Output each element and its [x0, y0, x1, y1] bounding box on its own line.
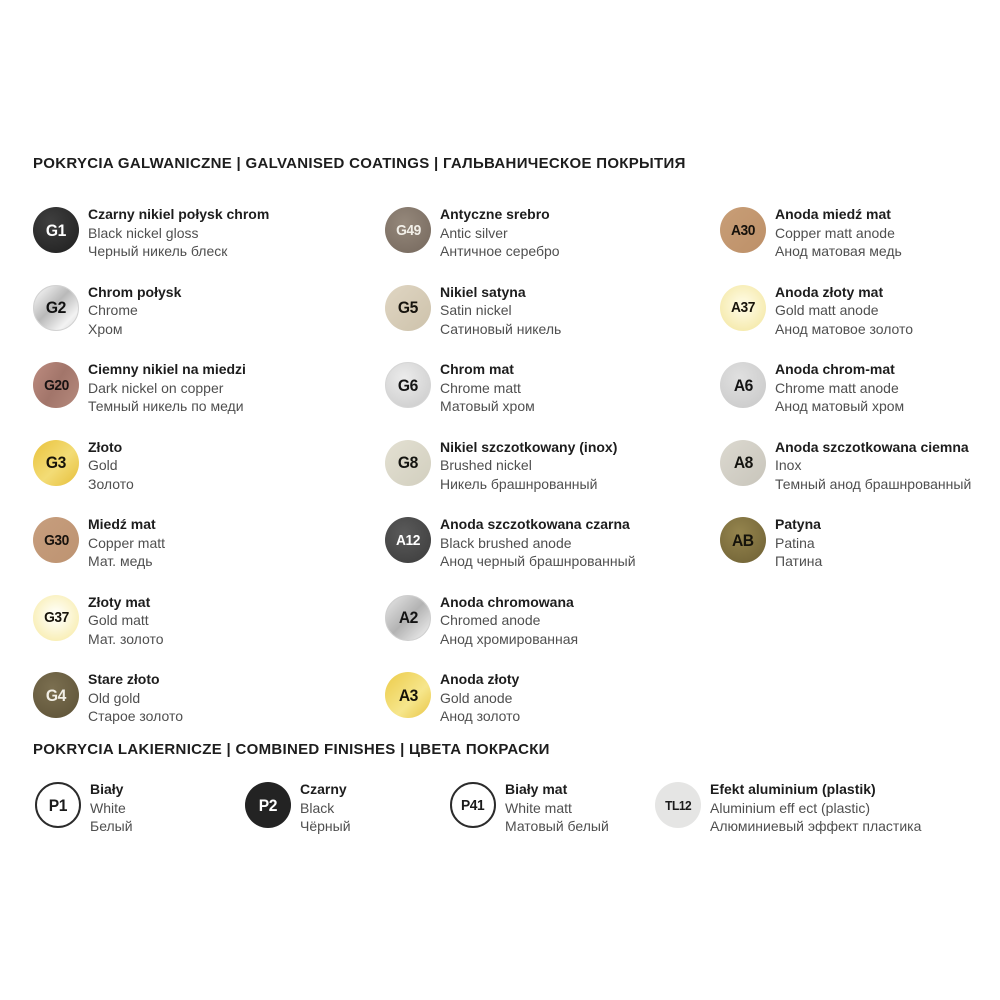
finish-name-pl: Anoda miedź mat — [775, 206, 891, 222]
finish-name-pl: Nikiel szczotkowany (inox) — [440, 438, 618, 455]
finish-item-g4 — [33, 670, 378, 724]
finish-labels — [88, 438, 378, 494]
finish-name-pl: Anoda chromowana — [440, 593, 574, 610]
finish-code-label: G30 — [43, 531, 69, 549]
finish-swatch-circle — [450, 782, 496, 828]
finish-labels — [88, 360, 378, 416]
finish-labels — [710, 780, 921, 836]
finish-name-pl: Efekt aluminium (plastik) — [710, 781, 876, 797]
finish-item-g1 — [33, 205, 378, 259]
finish-labels — [775, 515, 998, 571]
finish-labels — [440, 205, 715, 261]
finish-name-ru: Старое золото — [88, 708, 183, 724]
finish-labels — [775, 438, 998, 494]
finish-code-label: G20 — [43, 376, 69, 394]
finish-name-pl: Patyna — [775, 516, 821, 532]
finish-name-en: Dark nickel on copper — [88, 379, 224, 396]
finish-name-ru: Алюминиевый эффект пластика — [710, 818, 922, 834]
finish-item-p1 — [35, 780, 133, 834]
finish-item-g6 — [385, 360, 715, 414]
finish-item-a30 — [720, 205, 998, 259]
finish-item-g30 — [33, 515, 378, 569]
finish-swatch-circle — [33, 517, 79, 563]
finish-name-ru: Никель брашнрованный — [440, 475, 598, 492]
finish-swatch-circle — [33, 440, 79, 486]
finish-name-en: Antic silver — [440, 224, 508, 241]
finish-code-label: P41 — [461, 796, 485, 814]
finish-code-label: TL12 — [664, 797, 692, 813]
finish-item-g8 — [385, 438, 715, 492]
finish-name-pl: Chrom mat — [440, 361, 514, 377]
finish-code-label: G5 — [398, 298, 418, 317]
finish-code-label: AB — [732, 530, 754, 550]
finish-name-en: Inox — [775, 457, 802, 473]
finish-name-pl: Anoda szczotkowana ciemna — [775, 438, 969, 455]
finish-name-ru: Мат. золото — [88, 630, 164, 647]
finish-labels — [440, 360, 715, 416]
finish-name-ru: Анод хромированная — [440, 630, 579, 647]
finish-name-ru: Черный никель блеск — [88, 243, 228, 259]
finish-item-g2 — [33, 283, 378, 337]
finish-item-a12 — [385, 515, 715, 569]
finish-name-en: Gold matt anode — [775, 302, 879, 318]
finish-name-pl: Anoda złoty — [440, 671, 520, 687]
finish-code-label: A37 — [731, 299, 755, 316]
finish-labels — [505, 780, 609, 836]
finish-code-label: G8 — [398, 453, 418, 472]
finish-item-g5 — [385, 283, 715, 337]
finish-name-en: Gold anode — [440, 689, 513, 706]
finish-name-ru: Темный анод брашнрованный — [775, 475, 972, 492]
finish-labels — [440, 283, 715, 339]
finish-labels — [775, 360, 998, 416]
finish-code-label: A12 — [396, 531, 420, 549]
finish-labels — [440, 438, 715, 494]
galvanised-section-header: POKRYCIA GALWANICZNE | GALVANISED COATINGS | ГАЛЬВАНИЧЕСКОЕ ПОКРЫТИЯ — [33, 155, 686, 172]
finish-swatch-circle — [720, 362, 766, 408]
finish-code-label: G4 — [46, 685, 66, 705]
finish-item-g20 — [33, 360, 378, 414]
finish-name-en: Satin nickel — [440, 302, 512, 318]
finish-swatch-circle — [720, 285, 766, 331]
finish-code-label: G1 — [46, 220, 66, 240]
finish-labels — [440, 515, 715, 571]
finish-name-pl: Stare złoto — [88, 671, 160, 687]
finish-code-label: A6 — [733, 375, 753, 395]
finish-labels — [88, 205, 378, 261]
finish-name-ru: Анод золото — [440, 708, 521, 724]
finish-name-en: Black brushed anode — [440, 534, 572, 551]
finish-swatch-circle — [720, 207, 766, 253]
finish-name-ru: Античное серебро — [440, 243, 560, 259]
finish-code-label: G37 — [43, 609, 69, 626]
finish-name-pl: Miedź mat — [88, 516, 156, 532]
finish-swatch-circle — [385, 517, 431, 563]
lacquered-items-row — [0, 780, 1000, 850]
finish-name-pl: Złoto — [88, 438, 123, 455]
finish-swatch-circle — [33, 672, 79, 718]
finish-name-pl: Złoty mat — [88, 593, 151, 610]
finish-name-pl: Chrom połysk — [88, 283, 182, 300]
finish-swatch-circle — [385, 595, 431, 641]
finish-name-en: Old gold — [88, 689, 141, 706]
finish-swatch-circle — [720, 517, 766, 563]
finish-name-ru: Хром — [88, 320, 123, 337]
finish-code-label: A30 — [731, 221, 755, 239]
finish-swatch-circle — [385, 285, 431, 331]
finish-name-ru: Матовый белый — [505, 818, 609, 834]
galvanised-column-1 — [33, 205, 378, 748]
finish-swatch-circle — [33, 285, 79, 331]
finish-item-p2 — [245, 780, 351, 834]
finish-swatch-circle — [385, 440, 431, 486]
finish-name-ru: Матовый хром — [440, 398, 535, 414]
finish-name-en: White matt — [505, 799, 572, 816]
finish-name-en: Patina — [775, 534, 815, 551]
finish-code-label: A8 — [733, 453, 753, 472]
finish-name-en: Gold — [88, 457, 118, 473]
finish-labels — [88, 593, 378, 649]
finish-item-a8 — [720, 438, 998, 492]
finish-labels — [88, 515, 378, 571]
finish-item-ab — [720, 515, 998, 569]
finish-name-pl: Anoda złoty mat — [775, 283, 884, 300]
finish-item-a3 — [385, 670, 715, 724]
finish-name-ru: Патина — [775, 553, 823, 569]
finish-labels — [775, 205, 998, 261]
finish-labels — [775, 283, 998, 339]
finish-name-en: Chromed anode — [440, 612, 541, 628]
finish-name-en: White — [90, 799, 126, 816]
finish-swatch-circle — [385, 362, 431, 408]
finish-name-ru: Анод матовый хром — [775, 398, 905, 414]
finish-name-pl: Nikiel satyna — [440, 283, 526, 300]
finish-code-label: G6 — [398, 375, 418, 395]
finish-name-en: Chrome matt — [440, 379, 521, 396]
finish-name-pl: Czarny nikiel połysk chrom — [88, 206, 270, 222]
finish-name-en: Aluminium eff ect (plastic) — [710, 799, 871, 816]
finish-name-ru: Сатиновый никель — [440, 320, 562, 337]
finish-name-ru: Мат. медь — [88, 553, 153, 569]
finish-item-p41 — [450, 780, 609, 834]
finish-name-en: Copper matt — [88, 534, 166, 551]
finish-item-a2 — [385, 593, 715, 647]
finish-labels — [88, 670, 378, 726]
finish-name-pl: Anoda szczotkowana czarna — [440, 516, 630, 532]
finish-item-g37 — [33, 593, 378, 647]
finish-code-label: G3 — [46, 453, 66, 472]
finish-name-en: Chrome matt anode — [775, 379, 899, 396]
finish-code-label: P1 — [48, 795, 68, 815]
finish-swatch-circle — [720, 440, 766, 486]
finish-name-pl: Ciemny nikiel na miedzi — [88, 361, 246, 377]
finish-code-label: G2 — [46, 298, 66, 317]
finish-name-en: Black nickel gloss — [88, 224, 199, 241]
finish-name-pl: Biały mat — [505, 781, 568, 797]
galvanised-column-3 — [720, 205, 998, 593]
finish-item-g3 — [33, 438, 378, 492]
finish-swatch-circle — [385, 672, 431, 718]
finish-name-ru: Белый — [90, 818, 133, 834]
finish-swatch-circle — [33, 207, 79, 253]
finish-item-tl12 — [655, 780, 921, 834]
finish-swatch-circle — [655, 782, 701, 828]
finish-swatch-circle — [385, 207, 431, 253]
finish-item-g49 — [385, 205, 715, 259]
finish-name-pl: Czarny — [300, 781, 347, 797]
finish-name-en: Chrome — [88, 302, 138, 318]
finish-name-ru: Анод черный брашнрованный — [440, 553, 636, 569]
finish-code-label: A3 — [398, 685, 418, 705]
finish-name-ru: Анод матовое золото — [775, 320, 914, 337]
finish-name-en: Gold matt — [88, 612, 149, 628]
finish-name-en: Brushed nickel — [440, 457, 532, 473]
finish-code-label: P2 — [258, 795, 278, 815]
finish-name-pl: Anoda chrom-mat — [775, 361, 895, 377]
finish-item-a6 — [720, 360, 998, 414]
finish-labels — [90, 780, 133, 836]
finish-name-ru: Темный никель по меди — [88, 398, 244, 414]
finish-name-ru: Золото — [88, 475, 134, 492]
finish-labels — [440, 670, 715, 726]
finish-labels — [88, 283, 378, 339]
finish-code-label: G49 — [395, 221, 421, 239]
finish-swatch-circle — [245, 782, 291, 828]
finish-name-ru: Анод матовая медь — [775, 243, 902, 259]
finish-name-pl: Antyczne srebro — [440, 206, 550, 222]
finish-swatch-circle — [33, 595, 79, 641]
finish-labels — [300, 780, 351, 836]
lacquered-section-header: POKRYCIA LAKIERNICZE | COMBINED FINISHES | ЦВЕТА ПОКРАСКИ — [33, 741, 550, 758]
galvanised-column-2 — [385, 205, 715, 748]
finish-code-label: A2 — [398, 608, 418, 627]
finish-name-en: Black — [300, 799, 335, 816]
finish-name-pl: Biały — [90, 781, 124, 797]
finish-item-a37 — [720, 283, 998, 337]
finish-name-ru: Чёрный — [300, 818, 351, 834]
finish-labels — [440, 593, 715, 649]
finish-swatch-circle — [33, 362, 79, 408]
finish-name-en: Copper matt anode — [775, 224, 895, 241]
finish-swatch-circle — [35, 782, 81, 828]
